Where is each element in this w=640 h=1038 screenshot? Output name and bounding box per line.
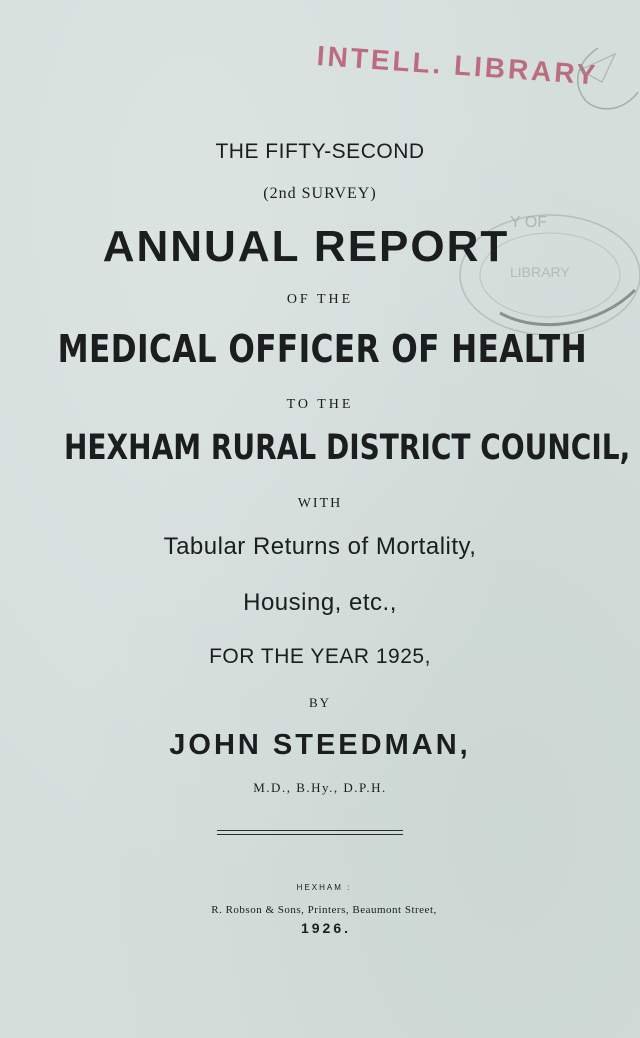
stamp-circle-text-2: LIBRARY — [510, 264, 570, 280]
author-name: JOHN STEEDMAN, — [169, 729, 471, 761]
connector-by: BY — [308, 695, 332, 710]
survey-ordinal: THE FIFTY-SECOND — [215, 140, 425, 163]
double-rule-bottom — [217, 834, 403, 835]
connector-to-the: TO THE — [286, 397, 354, 412]
connector-with: WITH — [297, 496, 343, 511]
author-degrees: M.D., B.Hy., D.P.H. — [253, 780, 387, 795]
contents-line-1: Tabular Returns of Mortality, — [163, 533, 477, 560]
contents-line-2: Housing, etc., — [243, 589, 397, 616]
stamp-circle-text: Y OF — [510, 214, 548, 231]
imprint-year: 1926. — [300, 920, 352, 936]
imprint-printer: R. Robson & Sons, Printers, Beaumont Street, — [211, 904, 437, 916]
library-stamp-text: INTELL. LIBRARY — [315, 40, 600, 91]
council-name: HEXHAM RURAL DISTRICT COUNCIL, — [64, 428, 631, 468]
report-title: ANNUAL REPORT — [102, 222, 510, 271]
imprint-place: HEXHAM : — [296, 883, 352, 892]
officer-title: MEDICAL OFFICER OF HEALTH — [57, 327, 588, 371]
report-year-line: FOR THE YEAR 1925, — [209, 645, 431, 668]
connector-of-the: OF THE — [286, 292, 354, 307]
survey-note: (2nd SURVEY) — [263, 185, 377, 202]
double-rule-top — [217, 830, 403, 831]
